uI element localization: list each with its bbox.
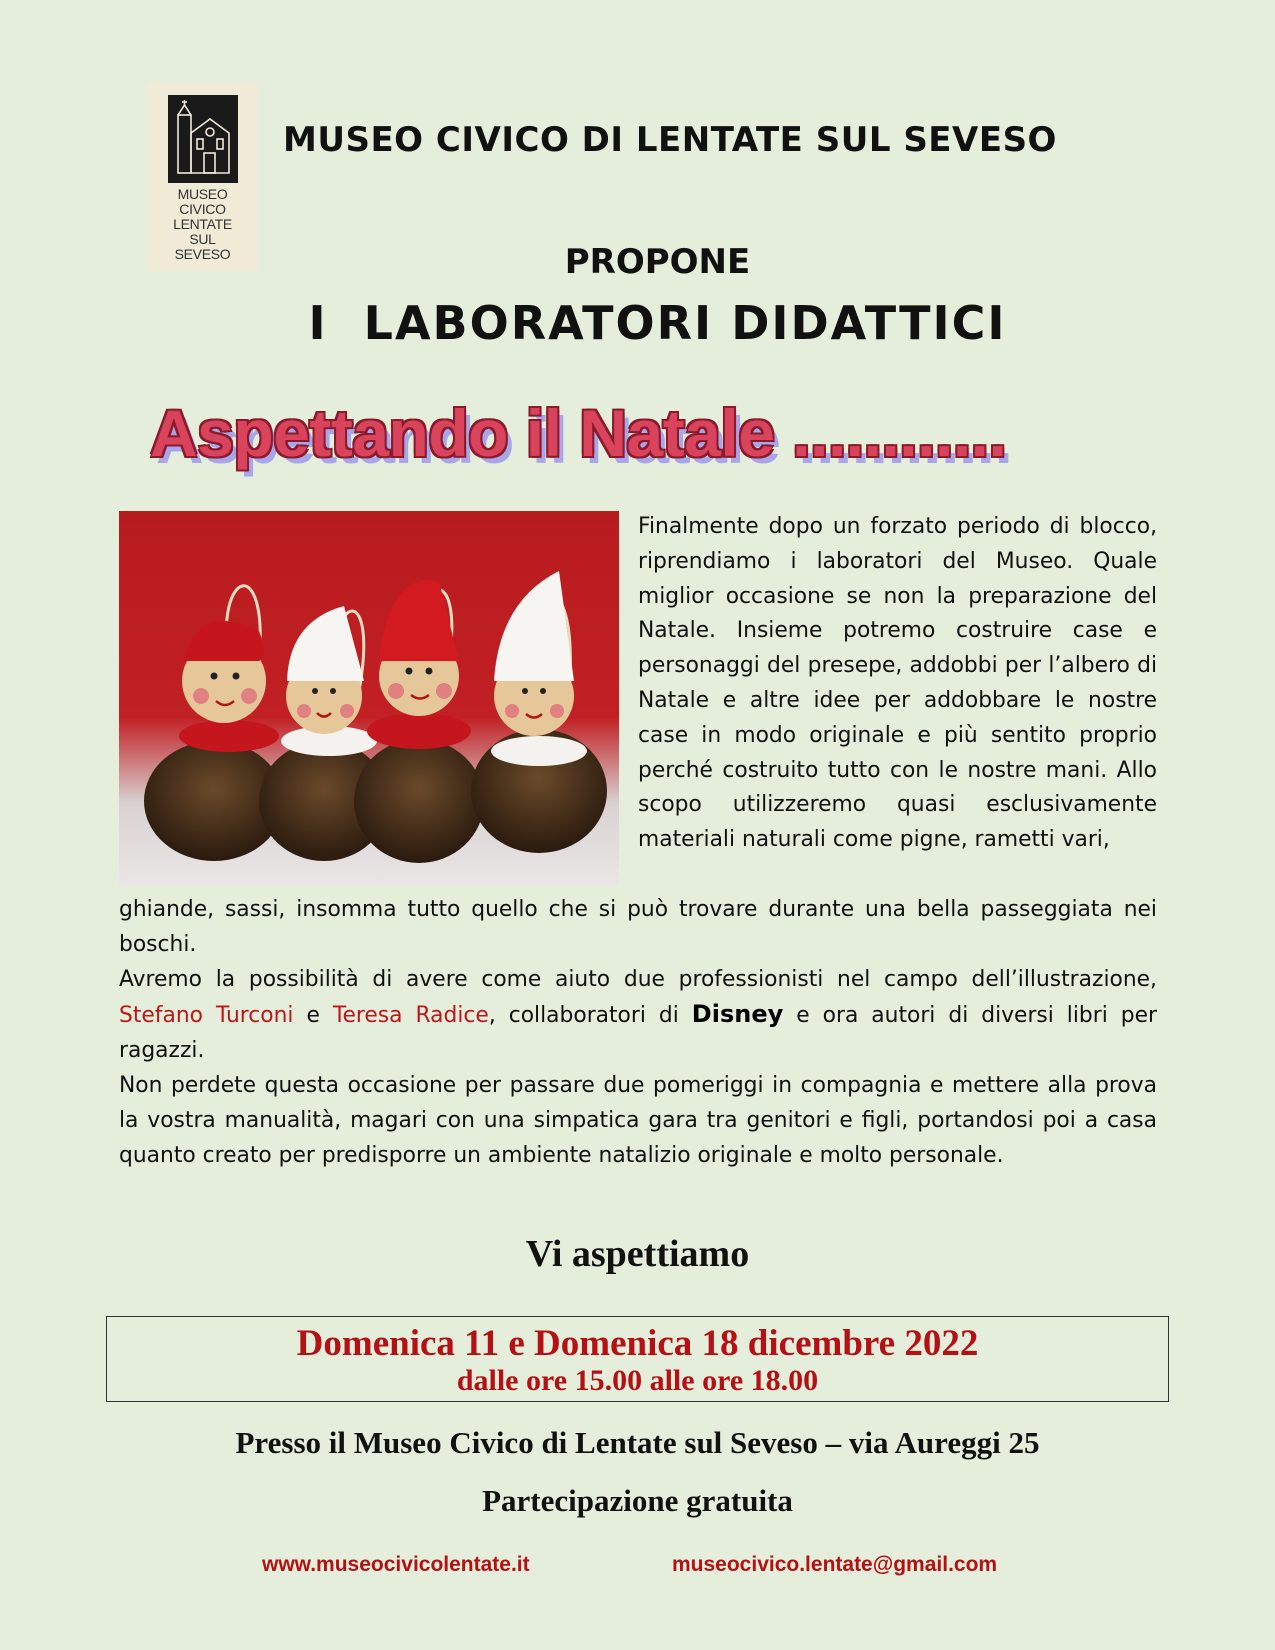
intro-continuation: ghiande, sassi, insomma tutto quello che si può trovare durante una bella passeggiata nei boschi.: [119, 897, 1157, 957]
event-headline: Aspettando il Natale ............: [150, 396, 1007, 470]
main-text: [119, 893, 1164, 1173]
event-date: Domenica 11 e Domenica 18 dicembre 2022: [296, 1323, 979, 1364]
email-link[interactable]: museocivico.lentate@gmail.com: [672, 1553, 998, 1576]
authors-text: e ora autori di diversi libri per ragazzi.: [119, 1003, 1164, 1064]
event-date-box: [106, 1316, 1169, 1402]
intro-paragraph: Finalmente dopo un forzato periodo di blocco, riprendiamo i laboratori del Museo. Quale miglior occasione se non la preparazione del Natale. Insieme potremo costruire case e personaggi del presepe, addobbi per l’albero di Natale e altre idee per addobbare le nostre case in modo originale e più sentito proprio perché costruito tutto con le nostre mani. Allo scopo utilizzeremo quasi esclusivamente materiali naturali come pigne, rametti vari,: [638, 514, 1157, 853]
church-icon: [168, 95, 238, 183]
vi-aspettiamo-heading: Vi aspettiamo: [525, 1233, 750, 1275]
illustrators-intro: Avremo la possibilità di avere come aiuto due professionisti nel campo dell’illustrazione,: [119, 966, 1157, 992]
laboratori-heading: I LABORATORI DIDATTICI: [308, 296, 1007, 350]
collaborators-text: , collaboratori di: [488, 1003, 692, 1029]
illustrator-stefano-turconi: Stefano Turconi: [119, 1003, 294, 1029]
propone-heading: PROPONE: [564, 242, 751, 282]
participation-note: Partecipazione gratuita: [482, 1483, 793, 1518]
closing-paragraph: Non perdete questa occasione per passare due pomeriggi in compagnia e mettere alla prova la vostra manualità, magari con una simpatica gara tra genitori e figli, portandosi poi a casa quanto creato per predisporre un ambiente natalizio originale e molto personale.: [119, 1072, 1157, 1168]
ornaments-photo: [119, 511, 619, 886]
event-address: Presso il Museo Civico di Lentate sul Seveso – via Aureggi 25: [235, 1425, 1040, 1460]
disney-label: Disney: [691, 1000, 784, 1029]
museum-title: MUSEO CIVICO DI LENTATE SUL SEVESO: [283, 120, 1057, 160]
event-time: dalle ore 15.00 alle ore 18.00: [456, 1364, 819, 1397]
conjunction: e: [293, 1003, 333, 1029]
illustrators-paragraph: [119, 963, 1164, 1069]
illustrator-teresa-radice: Teresa Radice: [332, 1003, 489, 1029]
website-link[interactable]: www.museocivicolentate.it: [262, 1553, 530, 1576]
pinecone-elves-illustration: [119, 511, 619, 886]
logo-text: MUSEO CIVICO LENTATE SUL SEVESO: [173, 186, 232, 262]
